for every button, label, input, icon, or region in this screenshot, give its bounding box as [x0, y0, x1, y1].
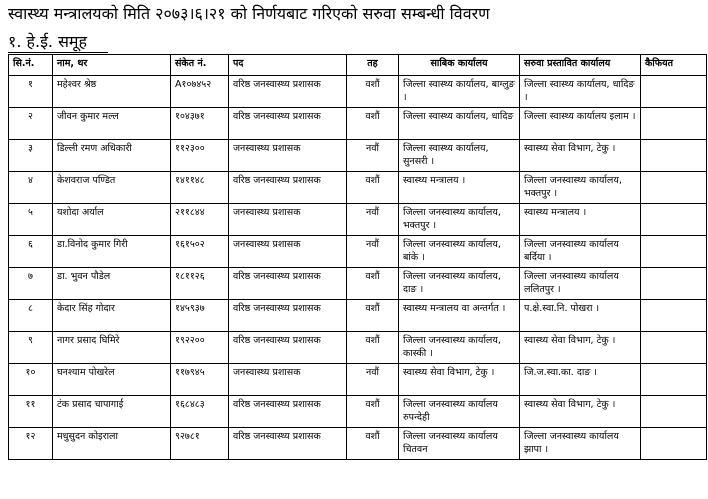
serial-cell: ९ — [9, 332, 53, 364]
serial-cell: ४ — [9, 172, 53, 204]
serial-cell: ३ — [9, 140, 53, 172]
level-cell: नवौं — [347, 204, 399, 236]
code-cell: १९२२०० — [171, 332, 229, 364]
level-cell: वशौं — [347, 332, 399, 364]
code-cell: १६८४८३ — [171, 396, 229, 428]
table-body — [9, 76, 707, 460]
serial-cell: २ — [9, 108, 53, 140]
serial-cell: ६ — [9, 236, 53, 268]
table-row — [9, 364, 707, 396]
old-office-cell: स्वास्थ्य मन्त्रालय । — [399, 172, 520, 204]
remarks-cell — [641, 204, 707, 236]
post-cell: जनस्वास्थ्य प्रशासक — [229, 236, 347, 268]
remarks-cell — [641, 428, 707, 460]
old-office-cell: जिल्ला जनस्वास्थ्य कार्यालय रुपन्देही — [399, 396, 520, 428]
remarks-cell — [641, 364, 707, 396]
name-cell: डा. भुवन पौडेल — [53, 268, 171, 300]
level-cell: वशौं — [347, 108, 399, 140]
table-header-row — [9, 55, 707, 76]
code-cell: ११२३०० — [171, 140, 229, 172]
serial-cell: ७ — [9, 268, 53, 300]
header-level: तह — [347, 55, 399, 76]
document-title: स्वास्थ्य मन्त्रालयको मिति २०७३।६।२१ को निर्णयबाट गरिएको सरुवा सम्बन्धी विवरण — [8, 4, 490, 23]
name-cell: केशवराज पण्डित — [53, 172, 171, 204]
level-cell: वशौं — [347, 428, 399, 460]
name-cell: यशोदा अर्याल — [53, 204, 171, 236]
table-row — [9, 76, 707, 108]
header-name: नाम, थर — [53, 55, 171, 76]
new-office-cell: जिल्ला जनस्वास्थ्य कार्यालय झापा । — [520, 428, 641, 460]
name-cell: डा.विनोद कुमार गिरी — [53, 236, 171, 268]
header-old-office: साबिक कार्यालय — [399, 55, 520, 76]
remarks-cell — [641, 268, 707, 300]
old-office-cell: जिल्ला स्वास्थ्य कार्यालय, सुनसरी । — [399, 140, 520, 172]
level-cell: वशौं — [347, 396, 399, 428]
remarks-cell — [641, 140, 707, 172]
new-office-cell: जिल्ला जनस्वास्थ्य कार्यालय बर्दिया । — [520, 236, 641, 268]
remarks-cell — [641, 396, 707, 428]
name-cell: डिल्ली रमण अधिकारी — [53, 140, 171, 172]
new-office-cell: जिल्ला जनस्वास्थ्य कार्यालय, भक्तपुर । — [520, 172, 641, 204]
post-cell: वरिष्ठ जनस्वास्थ्य प्रशासक — [229, 300, 347, 332]
new-office-cell: जि.ज.स्वा.का. दाङ । — [520, 364, 641, 396]
name-cell: मधुसुदन कोइराला — [53, 428, 171, 460]
name-cell: केदार सिंह गोदार — [53, 300, 171, 332]
new-office-cell: जिल्ला स्वास्थ्य कार्यालय इलाम । — [520, 108, 641, 140]
post-cell: वरिष्ठ जनस्वास्थ्य प्रशासक — [229, 332, 347, 364]
level-cell: वशौं — [347, 268, 399, 300]
serial-cell: ११ — [9, 396, 53, 428]
post-cell: वरिष्ठ जनस्वास्थ्य प्रशासक — [229, 172, 347, 204]
header-post: पद — [229, 55, 347, 76]
code-cell: १४५९३७ — [171, 300, 229, 332]
old-office-cell: जिल्ला स्वास्थ्य कार्यालय, बाग्लुङ । — [399, 76, 520, 108]
header-serial: सि.नं. — [9, 55, 53, 76]
remarks-cell — [641, 236, 707, 268]
code-cell: १०४३७१ — [171, 108, 229, 140]
old-office-cell: जिल्ला जनस्वास्थ्य कार्यालय, कास्की । — [399, 332, 520, 364]
new-office-cell: जिल्ला स्वास्थ्य कार्यालय, धादिङ । — [520, 76, 641, 108]
table-row — [9, 172, 707, 204]
code-cell: ११७९४५ — [171, 364, 229, 396]
post-cell: वरिष्ठ जनस्वास्थ्य प्रशासक — [229, 428, 347, 460]
new-office-cell: स्वास्थ्य सेवा विभाग, टेकु । — [520, 396, 641, 428]
table-row — [9, 268, 707, 300]
code-cell: १८११२६ — [171, 268, 229, 300]
level-cell: वशौं — [347, 76, 399, 108]
table-row — [9, 300, 707, 332]
old-office-cell: जिल्ला स्वास्थ्य कार्यालय, धादिङ — [399, 108, 520, 140]
new-office-cell: जिल्ला जनस्वास्थ्य कार्यालय ललितपुर । — [520, 268, 641, 300]
post-cell: वरिष्ठ जनस्वास्थ्य प्रशासक — [229, 268, 347, 300]
remarks-cell — [641, 332, 707, 364]
remarks-cell — [641, 300, 707, 332]
remarks-cell — [641, 172, 707, 204]
table-row — [9, 396, 707, 428]
name-cell: टंक प्रसाद चापागाई — [53, 396, 171, 428]
serial-cell: ८ — [9, 300, 53, 332]
code-cell: २११८४४ — [171, 204, 229, 236]
serial-cell: ५ — [9, 204, 53, 236]
serial-cell: १ — [9, 76, 53, 108]
header-new-office: सरुवा प्रस्तावित कार्यालय — [520, 55, 641, 76]
remarks-cell — [641, 108, 707, 140]
section-heading: १. हे.ई. समूह — [8, 32, 87, 51]
post-cell: वरिष्ठ जनस्वास्थ्य प्रशासक — [229, 396, 347, 428]
level-cell: नवौं — [347, 140, 399, 172]
code-cell: A१०७४५२ — [171, 76, 229, 108]
old-office-cell: स्वास्थ्य सेवा विभाग, टेकु । — [399, 364, 520, 396]
level-cell: वशौं — [347, 300, 399, 332]
serial-cell: १२ — [9, 428, 53, 460]
name-cell: जीवन कुमार मल्ल — [53, 108, 171, 140]
table-row — [9, 236, 707, 268]
level-cell: नवौं — [347, 236, 399, 268]
table-row — [9, 108, 707, 140]
level-cell: नवौं — [347, 364, 399, 396]
table-row — [9, 332, 707, 364]
header-code: संकेत नं. — [171, 55, 229, 76]
post-cell: वरिष्ठ जनस्वास्थ्य प्रशासक — [229, 76, 347, 108]
old-office-cell: स्वास्थ्य मन्त्रालय वा अन्तर्गत । — [399, 300, 520, 332]
serial-cell: १० — [9, 364, 53, 396]
new-office-cell: प.क्षे.स्वा.नि. पोखरा । — [520, 300, 641, 332]
new-office-cell: स्वास्थ्य मन्त्रालय । — [520, 204, 641, 236]
old-office-cell: जिल्ला जनस्वास्थ्य कार्यालय, दाङ । — [399, 268, 520, 300]
table-row — [9, 140, 707, 172]
code-cell: १४११४८ — [171, 172, 229, 204]
old-office-cell: जिल्ला जनस्वास्थ्य कार्यालय चितवन — [399, 428, 520, 460]
code-cell: ९२७८१ — [171, 428, 229, 460]
name-cell: महेश्वर श्रेष्ठ — [53, 76, 171, 108]
old-office-cell: जिल्ला जनस्वास्थ्य कार्यालय, भक्तपुर । — [399, 204, 520, 236]
old-office-cell: जिल्ला जनस्वास्थ्य कार्यालय, बांके । — [399, 236, 520, 268]
post-cell: जनस्वास्थ्य प्रशासक — [229, 140, 347, 172]
new-office-cell: स्वास्थ्य सेवा विभाग, टेकु । — [520, 140, 641, 172]
code-cell: १६१५०२ — [171, 236, 229, 268]
level-cell: वशौं — [347, 172, 399, 204]
post-cell: जनस्वास्थ्य प्रशासक — [229, 204, 347, 236]
table-row — [9, 204, 707, 236]
section-underline — [8, 52, 108, 53]
table-row — [9, 428, 707, 460]
post-cell: जनस्वास्थ्य प्रशासक — [229, 364, 347, 396]
remarks-cell — [641, 76, 707, 108]
new-office-cell: स्वास्थ्य सेवा विभाग, टेकु । — [520, 332, 641, 364]
name-cell: नागर प्रसाद घिमिरे — [53, 332, 171, 364]
header-remarks: कैफियत — [641, 55, 707, 76]
name-cell: घनश्याम पोखरेल — [53, 364, 171, 396]
transfer-table — [8, 54, 707, 460]
post-cell: वरिष्ठ जनस्वास्थ्य प्रशासक — [229, 108, 347, 140]
